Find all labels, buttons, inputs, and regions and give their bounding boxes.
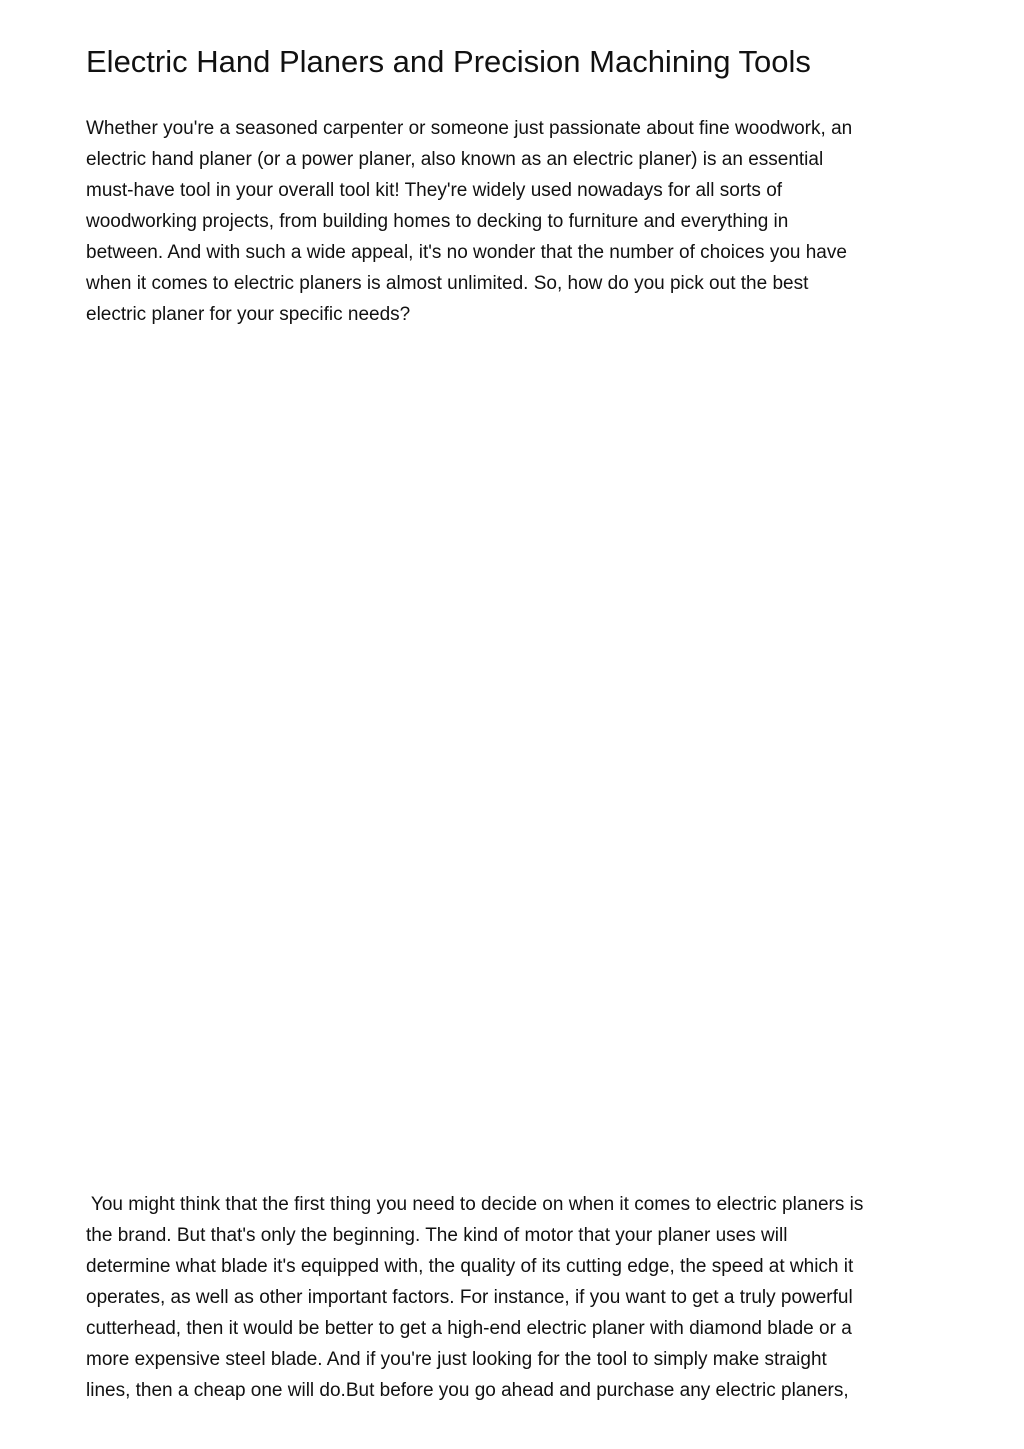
page-title: Electric Hand Planers and Precision Machining Tools xyxy=(86,44,811,79)
paragraph-line: between. And with such a wide appeal, it's no wonder that the number of choices you have xyxy=(86,242,847,263)
paragraph-line: more expensive steel blade. And if you're just looking for the tool to simply make straight xyxy=(86,1349,827,1370)
paragraph-line: when it comes to electric planers is almost unlimited. So, how do you pick out the best xyxy=(86,273,809,294)
second-paragraph xyxy=(86,1189,863,1406)
paragraph-line: electric hand planer (or a power planer, also known as an electric planer) is an essential xyxy=(86,149,824,170)
paragraph-line: operates, as well as other important factors. For instance, if you want to get a truly powerful xyxy=(86,1287,853,1308)
paragraph-line: woodworking projects, from building homes to decking to furniture and everything in xyxy=(86,211,789,232)
paragraph-line: determine what blade it's equipped with, the quality of its cutting edge, the speed at which it xyxy=(86,1256,854,1277)
paragraph-line: Whether you're a seasoned carpenter or someone just passionate about fine woodwork, an xyxy=(86,118,853,139)
paragraph-line: electric planer for your specific needs? xyxy=(86,304,411,325)
paragraph-line: lines, then a cheap one will do.But before you go ahead and purchase any electric planers, xyxy=(86,1380,849,1401)
intro-paragraph xyxy=(86,113,852,330)
paragraph-line: the brand. But that's only the beginning. The kind of motor that your planer uses will xyxy=(86,1225,788,1246)
paragraph-line: cutterhead, then it would be better to get a high-end electric planer with diamond blade or a xyxy=(86,1318,852,1339)
paragraph-line: You might think that the first thing you need to decide on when it comes to electric planers is xyxy=(86,1194,864,1215)
paragraph-line: must-have tool in your overall tool kit! They're widely used nowadays for all sorts of xyxy=(86,180,783,201)
